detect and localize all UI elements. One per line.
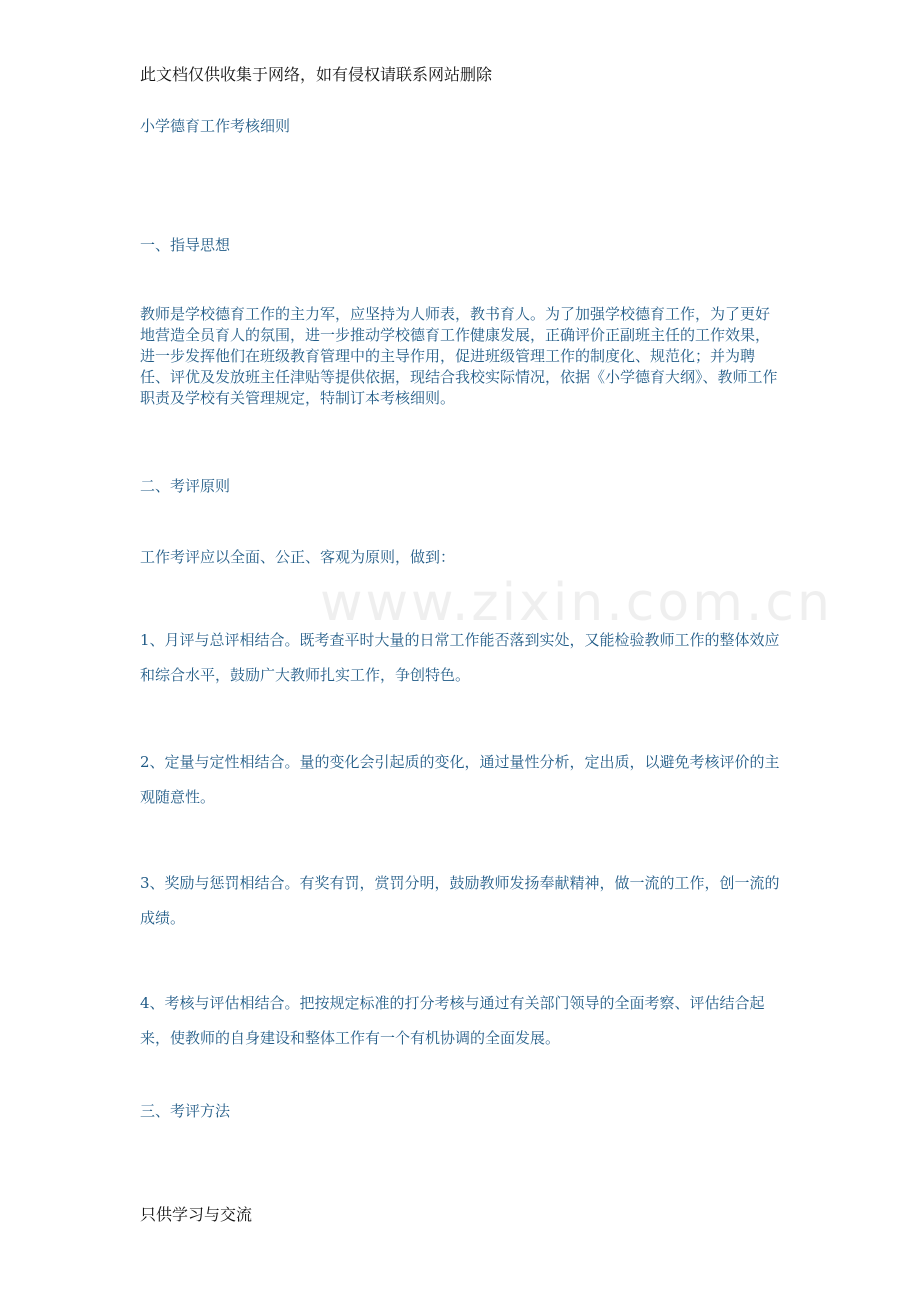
disclaimer-footer: 只供学习与交流 — [140, 1205, 253, 1224]
section-heading-evaluation-principles: 二、考评原则 — [140, 477, 231, 495]
disclaimer-header: 此文档仅供收集于网络，如有侵权请联系网站删除 — [140, 65, 493, 84]
principle-item: 2、定量与定性相结合。量的变化会引起质的变化，通过量性分析，定出质，以避免考核评价的主观随意性。 — [140, 753, 780, 806]
principle-item: 1、月评与总评相结合。既考查平时大量的日常工作能否落到实处，又能检验教师工作的整体效应和综合水平，鼓励广大教师扎实工作，争创特色。 — [140, 631, 780, 684]
section-paragraph-guiding-ideology: 教师是学校德育工作的主力军，应坚持为人师表，教书育人。为了加强学校德育工作，为了更好地营造全员育人的氛围，进一步推动学校德育工作健康发展，正确评价正副班主任的工作效果，进一步发挥他们在班级教育管理中的主导作用，促进班级管理工作的制度化、规范化；并为聘任、评优及发放班主任津贴等提供依据，现结合我校实际情况，依据《小学德育大纲》、教师工作职责及学校有关管理规定，特制订本考核细则。 — [140, 305, 778, 407]
section-heading-guiding-ideology: 一、指导思想 — [140, 236, 231, 254]
principle-item: 4、考核与评估相结合。把按规定标准的打分考核与通过有关部门领导的全面考察、评估结合起来，使教师的自身建设和整体工作有一个有机协调的全面发展。 — [140, 994, 765, 1047]
section-heading-evaluation-methods: 三、考评方法 — [140, 1102, 231, 1120]
principles-intro: 工作考评应以全面、公正、客观为原则，做到： — [140, 548, 456, 566]
document-title: 小学德育工作考核细则 — [140, 117, 291, 135]
principle-item: 3、奖励与惩罚相结合。有奖有罚，赏罚分明，鼓励教师发扬奉献精神，做一流的工作，创一流的成绩。 — [140, 874, 780, 927]
site-watermark: www.zixin.com.cn — [320, 573, 833, 633]
